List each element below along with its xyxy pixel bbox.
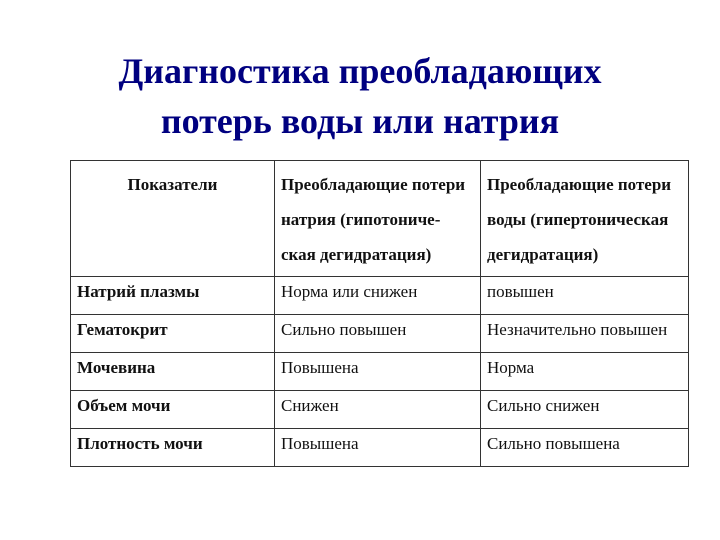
header-sodium-loss: Преобладающие потери натрия (гипотониче-ская дегидратация): [275, 161, 481, 277]
title-line-1: Диагностика преобладающих: [118, 51, 602, 91]
table-row: [71, 391, 689, 429]
row-sodium-loss-value: Норма или снижен: [275, 277, 481, 315]
table-header-row: [71, 161, 689, 277]
row-sodium-loss-value: Повышена: [275, 429, 481, 467]
row-sodium-loss-value: Снижен: [275, 391, 481, 429]
slide-title: [0, 46, 720, 146]
row-sodium-loss-value: Сильно повышен: [275, 315, 481, 353]
table-row: [71, 353, 689, 391]
row-water-loss-value: Сильно снижен: [481, 391, 689, 429]
table-row: [71, 429, 689, 467]
header-parameters: Показатели: [71, 161, 275, 277]
header-water-loss: Преобладающие потери воды (гипертоническая дегидратация): [481, 161, 689, 277]
row-parameter: Натрий плазмы: [71, 277, 275, 315]
title-line-2: потерь воды или натрия: [160, 101, 560, 141]
row-water-loss-value: Незначительно повышен: [481, 315, 689, 353]
table-row: [71, 277, 689, 315]
row-water-loss-value: Сильно повышена: [481, 429, 689, 467]
row-sodium-loss-value: Повышена: [275, 353, 481, 391]
row-water-loss-value: Норма: [481, 353, 689, 391]
row-parameter: Мочевина: [71, 353, 275, 391]
row-water-loss-value: повышен: [481, 277, 689, 315]
diagnostics-table: [70, 160, 689, 467]
row-parameter: Гематокрит: [71, 315, 275, 353]
table-row: [71, 315, 689, 353]
row-parameter: Объем мочи: [71, 391, 275, 429]
row-parameter: Плотность мочи: [71, 429, 275, 467]
